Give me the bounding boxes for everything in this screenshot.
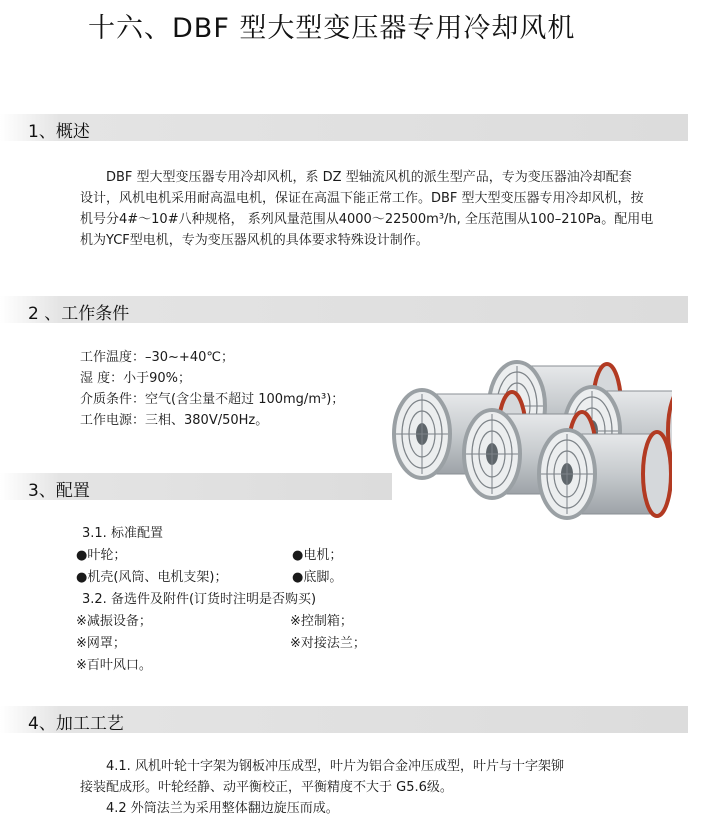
option-item: ※百叶风口。 — [76, 658, 152, 673]
config-item: ●机壳(风筒、电机支架)； — [76, 570, 228, 585]
option-item: ※网罩； — [76, 636, 126, 651]
overview-paragraph — [80, 167, 690, 251]
option-item: ※减振设备； — [76, 614, 152, 629]
standard-config-heading: 3.1. 标准配置 — [82, 526, 163, 541]
section-header-config — [0, 473, 392, 500]
paragraph-line: 机为YCF型电机，专为变压器风机的具体要求特殊设计制作。 — [80, 233, 429, 248]
option-item: ※对接法兰； — [290, 636, 366, 651]
paragraph-line: DBF 型大型变压器专用冷却风机，系 DZ 型轴流风机的派生型产品，专为变压器油冷却配套 — [106, 170, 632, 185]
section-header-overview — [0, 114, 688, 141]
axial-fan-photo — [392, 356, 672, 526]
section-header-conditions — [0, 296, 688, 323]
section-heading: 3、配置 — [28, 481, 90, 501]
paragraph-line: 机号分4#～10#八种规格， 系列风量范围从4000～22500m³/h, 全压范围从100–210Pa。配用电 — [80, 212, 654, 227]
process-line: 4.2 外筒法兰为采用整体翻边旋压而成。 — [106, 801, 339, 816]
page-title: 十六、DBF 型大型变压器专用冷却风机 — [88, 13, 576, 44]
condition-line: 湿 度：小于90%； — [80, 371, 192, 386]
conditions-list — [80, 347, 344, 431]
condition-line: 工作电源：三相、380V/50Hz。 — [80, 413, 269, 428]
config-item: ●电机； — [292, 548, 343, 563]
section-heading: 2 、工作条件 — [28, 304, 130, 324]
section-heading: 1、概述 — [28, 122, 90, 142]
process-paragraph — [80, 756, 690, 819]
condition-line: 工作温度：–30~+40℃； — [80, 350, 234, 365]
section-header-process — [0, 706, 688, 733]
optional-config-heading: 3.2. 备选件及附件(订货时注明是否购买) — [82, 592, 317, 607]
option-item: ※控制箱； — [290, 614, 353, 629]
process-line: 4.1. 风机叶轮十字架为钢板冲压成型，叶片为铝合金冲压成型，叶片与十字架铆 — [106, 759, 564, 774]
process-line: 接装配成形。叶轮经静、动平衡校正，平衡精度不大于 G5.6级。 — [80, 780, 453, 795]
section-heading: 4、加工工艺 — [28, 714, 124, 734]
config-item: ●底脚。 — [292, 570, 343, 585]
config-item: ●叶轮； — [76, 548, 127, 563]
condition-line: 介质条件：空气(含尘量不超过 100mg/m³)； — [80, 392, 345, 407]
paragraph-line: 设计，风机电机采用耐高温电机，保证在高温下能正常工作。DBF 型大型变压器专用冷却风机，按 — [80, 191, 644, 206]
